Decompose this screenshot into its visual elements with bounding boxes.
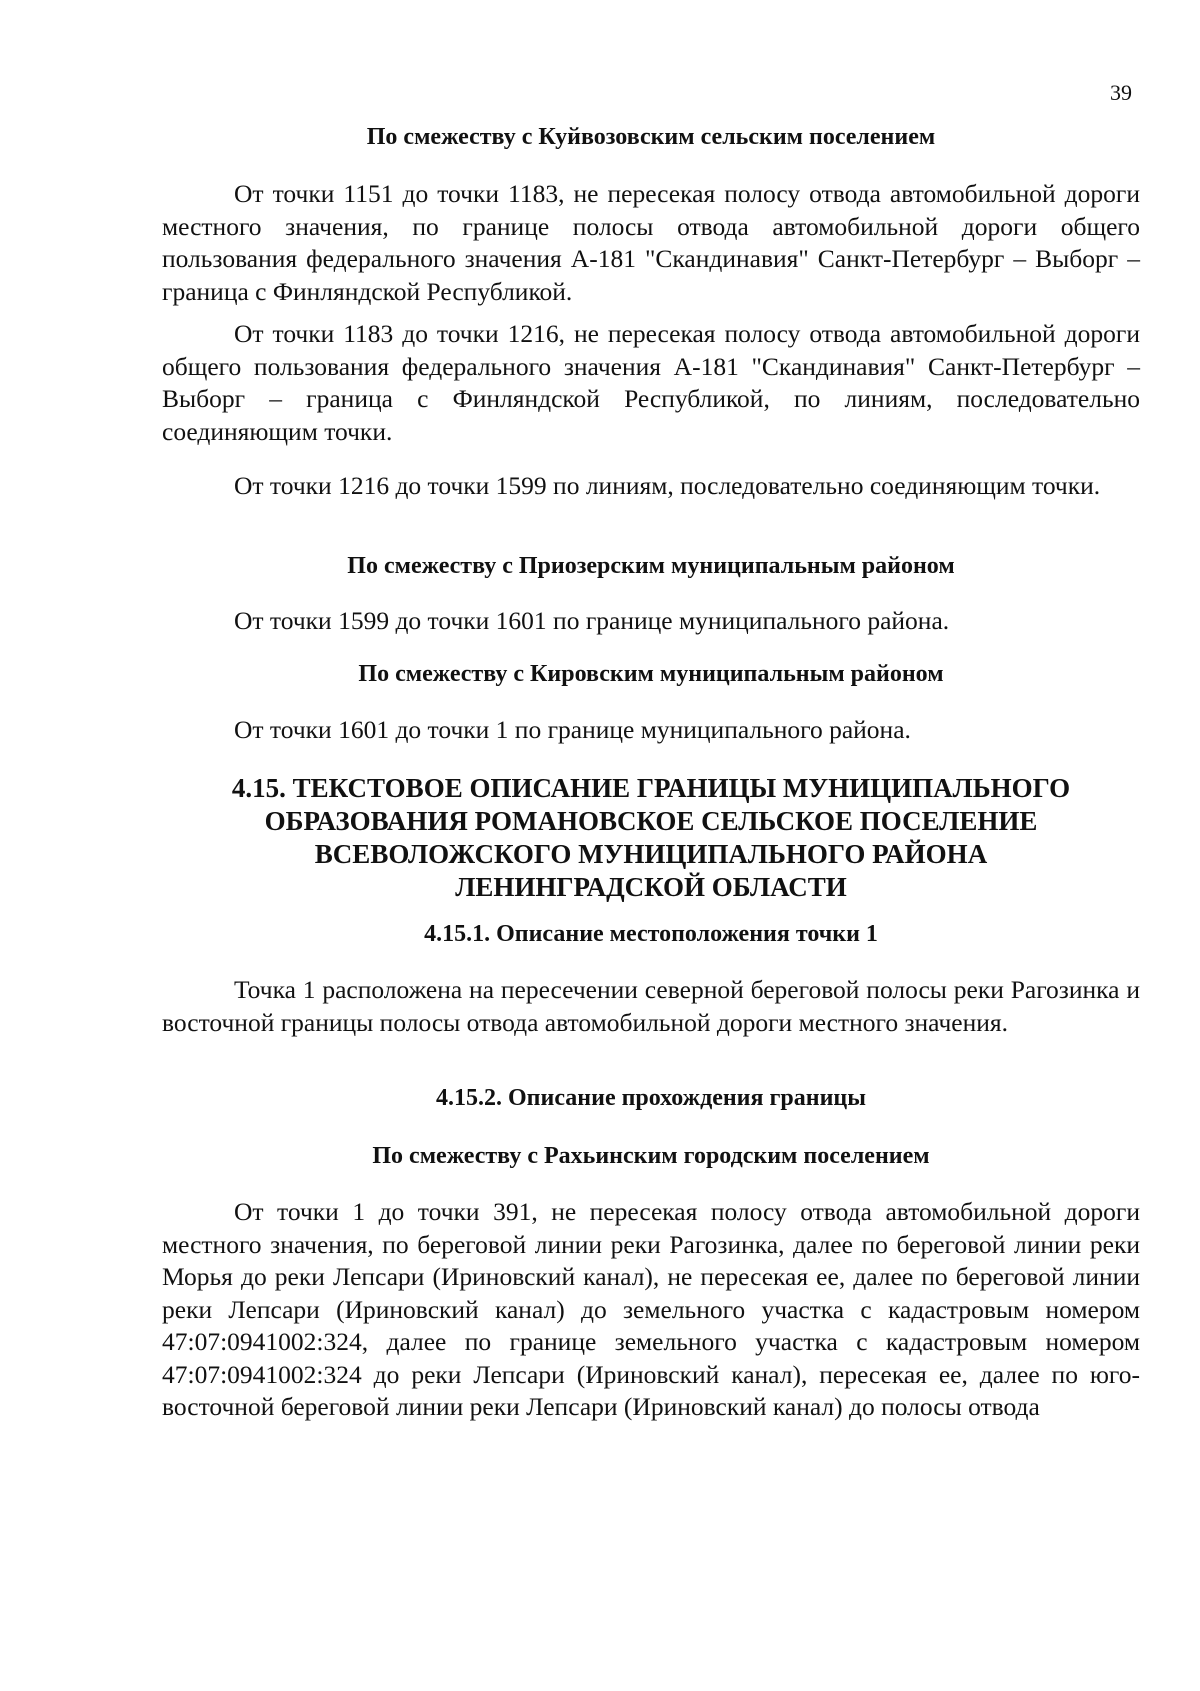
section-heading xyxy=(162,121,1140,153)
heading-4-15-2: 4.15.2. Описание прохождения границы xyxy=(436,1085,866,1111)
paragraph-1599-1601: От точки 1599 до точки 1601 по границе муниципального района. xyxy=(234,606,950,635)
paragraph-1216-1599: От точки 1216 до точки 1599 по линиям, последовательно соединяющим точки. xyxy=(234,471,1101,500)
paragraph-point-1: Точка 1 расположена на пересечении северной береговой полосы реки Рагозинка и восточной границы полосы отвода автомобильной дороги местного значения. xyxy=(162,975,1140,1037)
paragraph xyxy=(162,605,1140,638)
chapter-title-line-1: 4.15. ТЕКСТОВОЕ ОПИСАНИЕ ГРАНИЦЫ МУНИЦИПАЛЬНОГО xyxy=(231,773,1071,803)
paragraph xyxy=(162,974,1140,1039)
section-heading xyxy=(162,658,1140,690)
paragraph-1183-1216: От точки 1183 до точки 1216, не пересекая полосу отвода автомобильной дороги общего пользования федерального значения А-181 "Скандинавия" Санкт-Петербург – Выборг – граница с Финляндской Республикой, по линиям, последовательно соединяющим точки. xyxy=(162,319,1140,446)
chapter-title-line-2: ОБРАЗОВАНИЯ РОМАНОВСКОЕ СЕЛЬСКОЕ ПОСЕЛЕНИЕ xyxy=(264,806,1038,836)
paragraph xyxy=(162,470,1140,503)
heading-kirovsky: По смежеству с Кировским муниципальным районом xyxy=(358,661,944,687)
section-heading xyxy=(162,1140,1140,1172)
subsection-heading xyxy=(162,918,1140,950)
chapter-title-line-4: ЛЕНИНГРАДСКОЙ ОБЛАСТИ xyxy=(455,872,847,902)
paragraph xyxy=(162,714,1140,747)
section-heading xyxy=(162,550,1140,582)
paragraph-1-391: От точки 1 до точки 391, не пересекая полосу отвода автомобильной дороги местного значения, по береговой линии реки Рагозинка, далее по береговой линии реки Морья до реки Лепсари (Ириновский канал), не пересекая ее, далее по береговой линии реки Лепсари (Ириновский канал) до земельного участка с кадастровым номером 47:07:0941002:324, далее по границе земельного участка с кадастровым номером 47:07:0941002:324 до реки Лепсари (Ириновский канал), пересекая ее, далее по юго-восточной береговой линии реки Лепсари (Ириновский канал) до полосы отвода xyxy=(162,1197,1140,1421)
paragraph xyxy=(162,178,1140,308)
chapter-title-line-3: ВСЕВОЛОЖСКОГО МУНИЦИПАЛЬНОГО РАЙОНА xyxy=(314,839,988,869)
paragraph xyxy=(162,318,1140,448)
subsection-heading xyxy=(162,1082,1140,1114)
page-number: 39 xyxy=(1110,80,1132,105)
paragraph-1151-1183: От точки 1151 до точки 1183, не пересекая полосу отвода автомобильной дороги местного значения, по границе полосы отвода автомобильной дороги общего пользования федерального значения А-181 "Скандинавия" Санкт-Петербург – Выборг – граница с Финляндской Республикой. xyxy=(162,179,1140,306)
heading-rakhya: По смежеству с Рахьинским городским поселением xyxy=(372,1143,930,1169)
heading-priozersky: По смежеству с Приозерским муниципальным районом xyxy=(347,553,955,579)
heading-4-15-1: 4.15.1. Описание местоположения точки 1 xyxy=(424,921,878,947)
heading-kuyvozovskoe: По смежеству с Куйвозовским сельским поселением xyxy=(366,124,936,150)
chapter-title xyxy=(162,772,1140,904)
paragraph-1601-1: От точки 1601 до точки 1 по границе муниципального района. xyxy=(234,715,911,744)
paragraph xyxy=(162,1196,1140,1424)
